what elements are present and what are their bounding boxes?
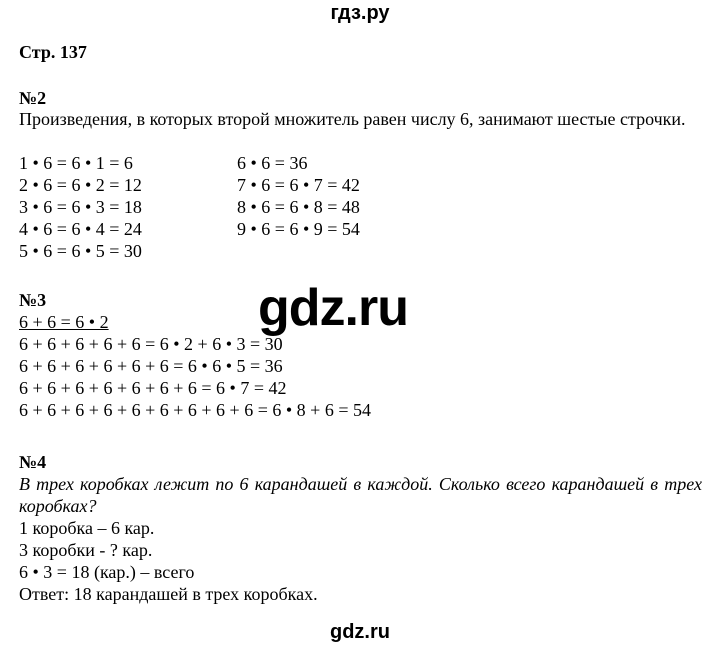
task-2-number: №2 [19,88,47,108]
equation-line: 6 + 6 + 6 + 6 + 6 + 6 + 6 + 6 + 6 = 6 • 8 + 6 = 54 [19,400,371,420]
solution-line: 1 коробка – 6 кар. [19,518,155,538]
equation-line: 1 • 6 = 6 • 1 = 6 [19,153,133,173]
equation-line: 5 • 6 = 6 • 5 = 30 [19,241,142,261]
equation-line: 2 • 6 = 6 • 2 = 12 [19,175,142,195]
equation-line: 9 • 6 = 6 • 9 = 54 [237,219,360,239]
task-2-text: Произведения, в которых второй множитель равен числу 6, занимают шестые строчки. [19,109,686,129]
equation-line: 4 • 6 = 6 • 4 = 24 [19,219,142,239]
equation-line: 6 + 6 + 6 + 6 + 6 + 6 = 6 • 6 • 5 = 36 [19,356,283,376]
equation-line: 3 • 6 = 6 • 3 = 18 [19,197,142,217]
task-4-number: №4 [19,452,47,472]
watermark: gdz.ru [258,279,408,337]
equation-line: 6 + 6 + 6 + 6 + 6 = 6 • 2 + 6 • 3 = 30 [19,334,283,354]
equation-line: 8 • 6 = 6 • 8 = 48 [237,197,360,217]
equation-line: 6 • 6 = 36 [237,153,308,173]
task-4-problem: В трех коробках лежит по 6 карандашей в каждой. Сколько всего карандашей в трех коробках? [19,474,702,516]
equation-line-underlined: 6 + 6 = 6 • 2 [19,312,109,332]
equation-line: 6 + 6 + 6 + 6 + 6 + 6 + 6 = 6 • 7 = 42 [19,378,287,398]
solution-line: 3 коробки - ? кар. [19,540,153,560]
equation-line: 7 • 6 = 6 • 7 = 42 [237,175,360,195]
solution-line: 6 • 3 = 18 (кар.) – всего [19,562,195,582]
site-footer: gdz.ru [330,621,390,643]
site-header: гдз.ру [330,2,390,24]
task-3-number: №3 [19,290,47,310]
answer-line: Ответ: 18 карандашей в трех коробках. [19,584,318,604]
page-label: Стр. 137 [19,42,87,62]
